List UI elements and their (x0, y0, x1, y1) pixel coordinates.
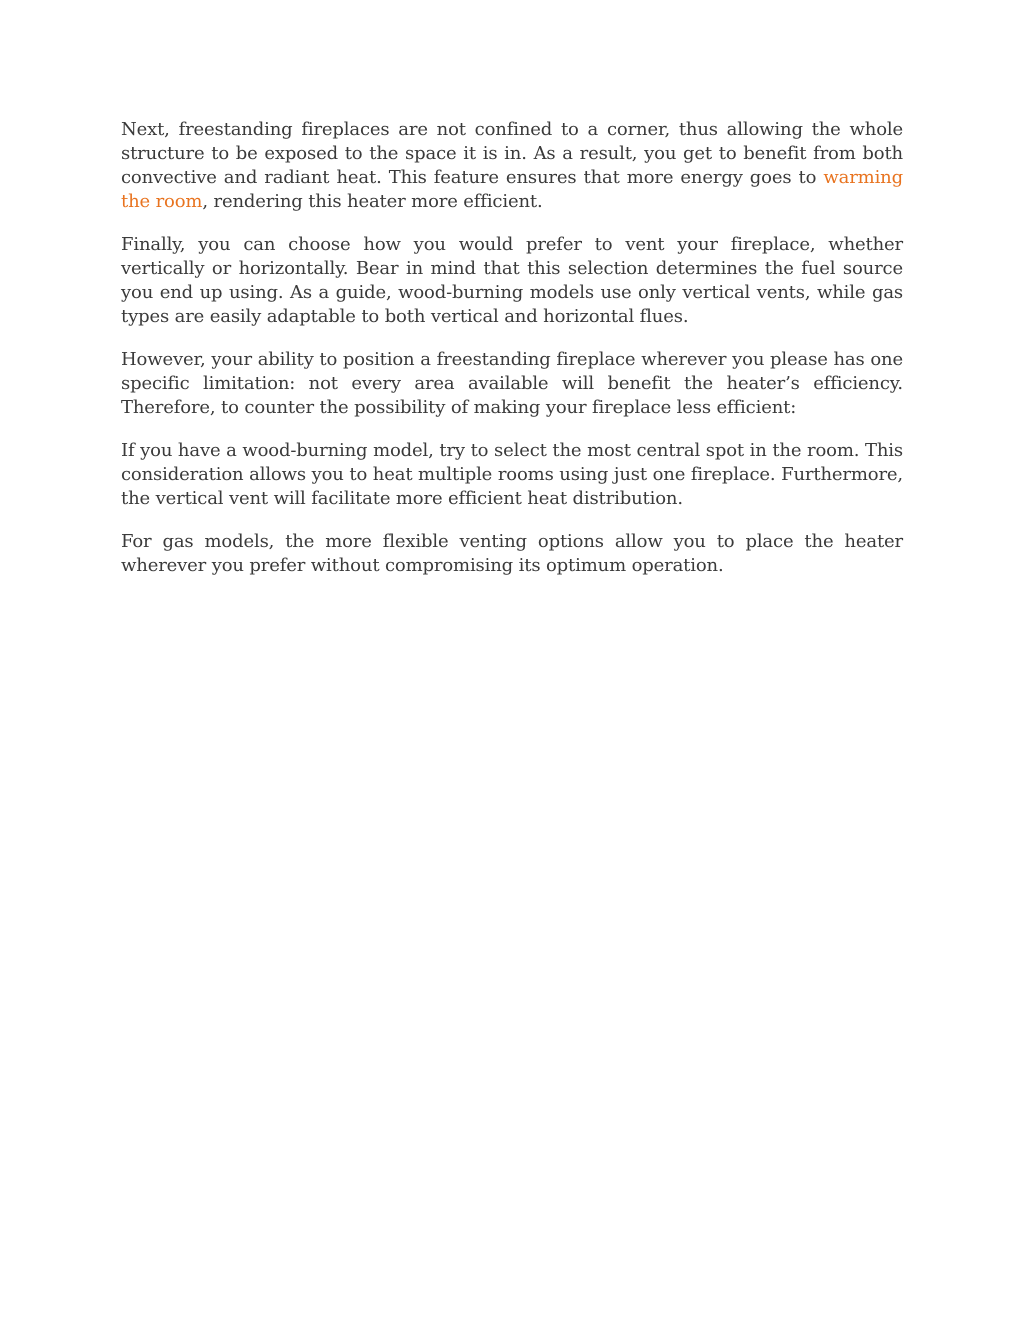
paragraph-text: Next, freestanding fireplaces are not confined to a corner, thus allowing the whole structure to be exposed to the space it is in. As a result, you get to benefit from both convective and radiant heat. This feature ensures that more energy goes to (121, 119, 903, 188)
paragraph-gas-models: For gas models, the more flexible venting options allow you to place the heater wherever you prefer without compromising its optimum operation. (121, 531, 903, 576)
paragraph-limitation: However, your ability to position a freestanding fireplace wherever you please has one specific limitation: not every area available will benefit the heater’s efficiency. Therefore, to counter the possibility of making your fireplace less efficient: (121, 349, 903, 418)
paragraph-wood-burning: If you have a wood-burning model, try to select the most central spot in the room. This consideration allows you to heat multiple rooms using just one fireplace. Furthermore, the vertical vent will facilitate more efficient heat distribution. (121, 440, 903, 509)
document-page (121, 118, 903, 597)
paragraph-venting: Finally, you can choose how you would prefer to vent your fireplace, whether vertically or horizontally. Bear in mind that this selection determines the fuel source you end up using. As a guide, wood-burning models use only vertical vents, while gas types are easily adaptable to both vertical and horizontal flues. (121, 234, 903, 327)
paragraph-convective-heat (121, 118, 903, 214)
paragraph-text: , rendering this heater more efficient. (202, 191, 543, 212)
warming-the-room-link[interactable]: warming the room (121, 167, 903, 212)
